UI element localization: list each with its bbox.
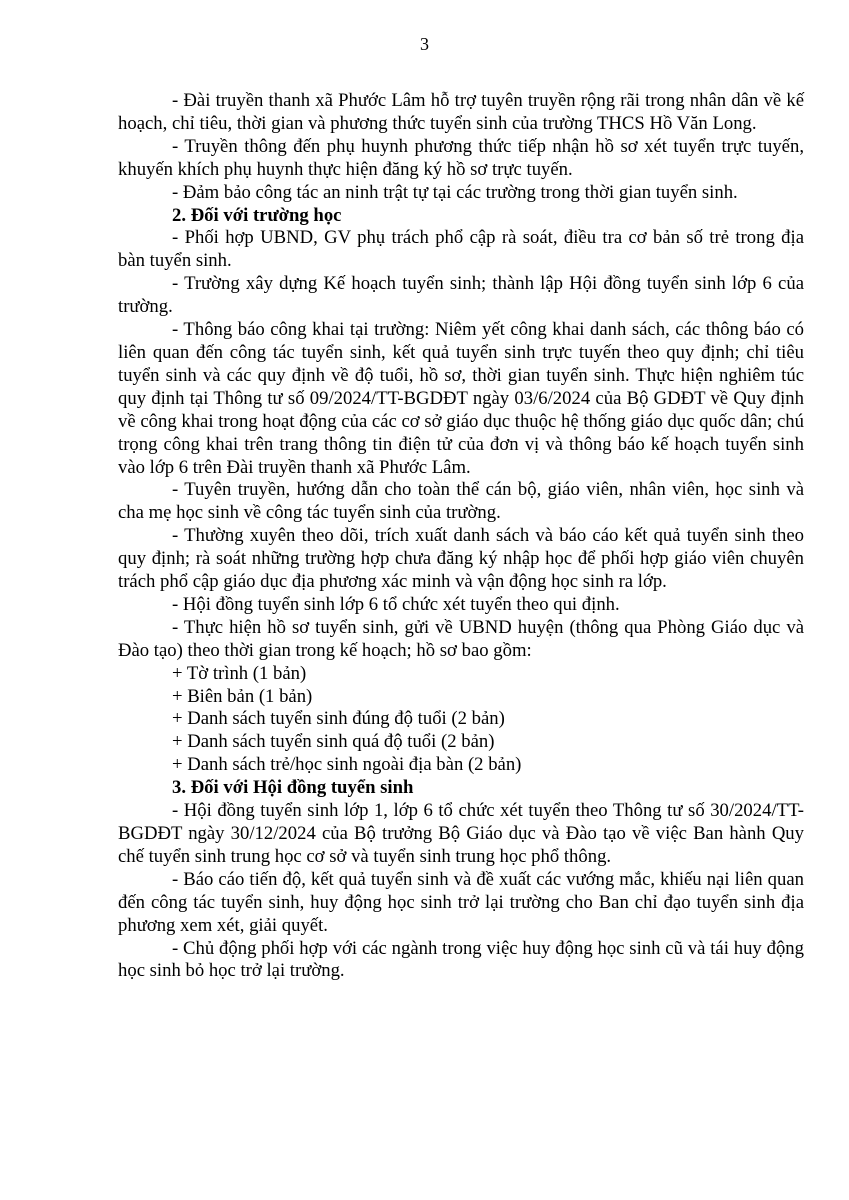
list-item: + Biên bản (1 bản) (172, 685, 313, 707)
paragraph: - Báo cáo tiến độ, kết quả tuyển sinh và đề xuất các vướng mắc, khiếu nại liên quan đến công tác tuyển sinh, huy động học sinh trở lại trường cho Ban chỉ đạo tuyển sinh địa phương xem xét, giải quyết. (118, 868, 804, 936)
page-number: 3 (420, 34, 429, 54)
paragraph: - Đảm bảo công tác an ninh trật tự tại các trường trong thời gian tuyển sinh. (172, 181, 738, 203)
paragraph: - Thông báo công khai tại trường: Niêm yết công khai danh sách, các thông báo có liên quan đến công tác tuyển sinh, kết quả tuyển sinh trực tuyến theo quy định; chỉ tiêu tuyển sinh và các quy định về độ tuổi, hồ sơ, thời gian tuyển sinh. Thực hiện nghiêm túc quy định tại Thông tư số 09/2024/TT-BGDĐT ngày 03/6/2024 của Bộ GDĐT về Quy định về công khai trong hoạt động của các cơ sở giáo dục thuộc hệ thống giáo dục quốc dân; chú trọng công khai trên trang thông tin điện tử của đơn vị và thông báo kế hoạch tuyển sinh vào lớp 6 trên Đài truyền thanh xã Phước Lâm. (118, 319, 804, 478)
section-heading: 2. Đối với trường học (172, 204, 342, 226)
list-item: + Danh sách tuyển sinh quá độ tuổi (2 bản) (172, 731, 495, 753)
paragraph: - Đài truyền thanh xã Phước Lâm hỗ trợ tuyên truyền rộng rãi trong nhân dân về kế hoạch, chỉ tiêu, thời gian và phương thức tuyển sinh của trường THCS Hồ Văn Long. (118, 90, 804, 134)
paragraph: - Truyền thông đến phụ huynh phương thức tiếp nhận hồ sơ xét tuyển trực tuyến, khuyến khích phụ huynh thực hiện đăng ký hồ sơ trực tuyến. (118, 135, 804, 180)
paragraph: - Hội đồng tuyển sinh lớp 1, lớp 6 tổ chức xét tuyển theo Thông tư số 30/2024/TT-BGDĐT ngày 30/12/2024 của Bộ trưởng Bộ Giáo dục và Đào tạo về việc Ban hành Quy chế tuyển sinh trung học cơ sở và tuyển sinh trung học phổ thông. (118, 800, 804, 867)
paragraph: - Thường xuyên theo dõi, trích xuất danh sách và báo cáo kết quả tuyển sinh theo quy định; rà soát những trường hợp chưa đăng ký nhập học để phối hợp giáo viên chuyên trách phổ cập giáo dục địa phương xác minh và vận động học sinh ra lớp. (118, 525, 804, 593)
list-item: + Tờ trình (1 bản) (172, 662, 307, 684)
paragraph: - Chủ động phối hợp với các ngành trong việc huy động học sinh cũ và tái huy động học sinh bỏ học trở lại trường. (118, 937, 804, 982)
paragraph: - Thực hiện hồ sơ tuyển sinh, gửi về UBND huyện (thông qua Phòng Giáo dục và Đào tạo) theo thời gian trong kế hoạch; hồ sơ bao gồm: (118, 616, 804, 661)
paragraph: - Phối hợp UBND, GV phụ trách phổ cập rà soát, điều tra cơ bản số trẻ trong địa bàn tuyển sinh. (118, 227, 804, 272)
section-heading: 3. Đối với Hội đồng tuyển sinh (172, 777, 414, 799)
list-item: + Danh sách tuyển sinh đúng độ tuổi (2 bản) (172, 708, 505, 730)
paragraph: - Tuyên truyền, hướng dẫn cho toàn thể cán bộ, giáo viên, nhân viên, học sinh và cha mẹ học sinh về công tác tuyển sinh của trường. (118, 479, 804, 524)
paragraph: - Hội đồng tuyển sinh lớp 6 tổ chức xét tuyển theo qui định. (172, 593, 620, 615)
document-body (118, 90, 804, 983)
list-item: + Danh sách trẻ/học sinh ngoài địa bàn (2 bản) (172, 754, 522, 776)
paragraph: - Trường xây dựng Kế hoạch tuyển sinh; thành lập Hội đồng tuyển sinh lớp 6 của trường. (118, 273, 804, 318)
